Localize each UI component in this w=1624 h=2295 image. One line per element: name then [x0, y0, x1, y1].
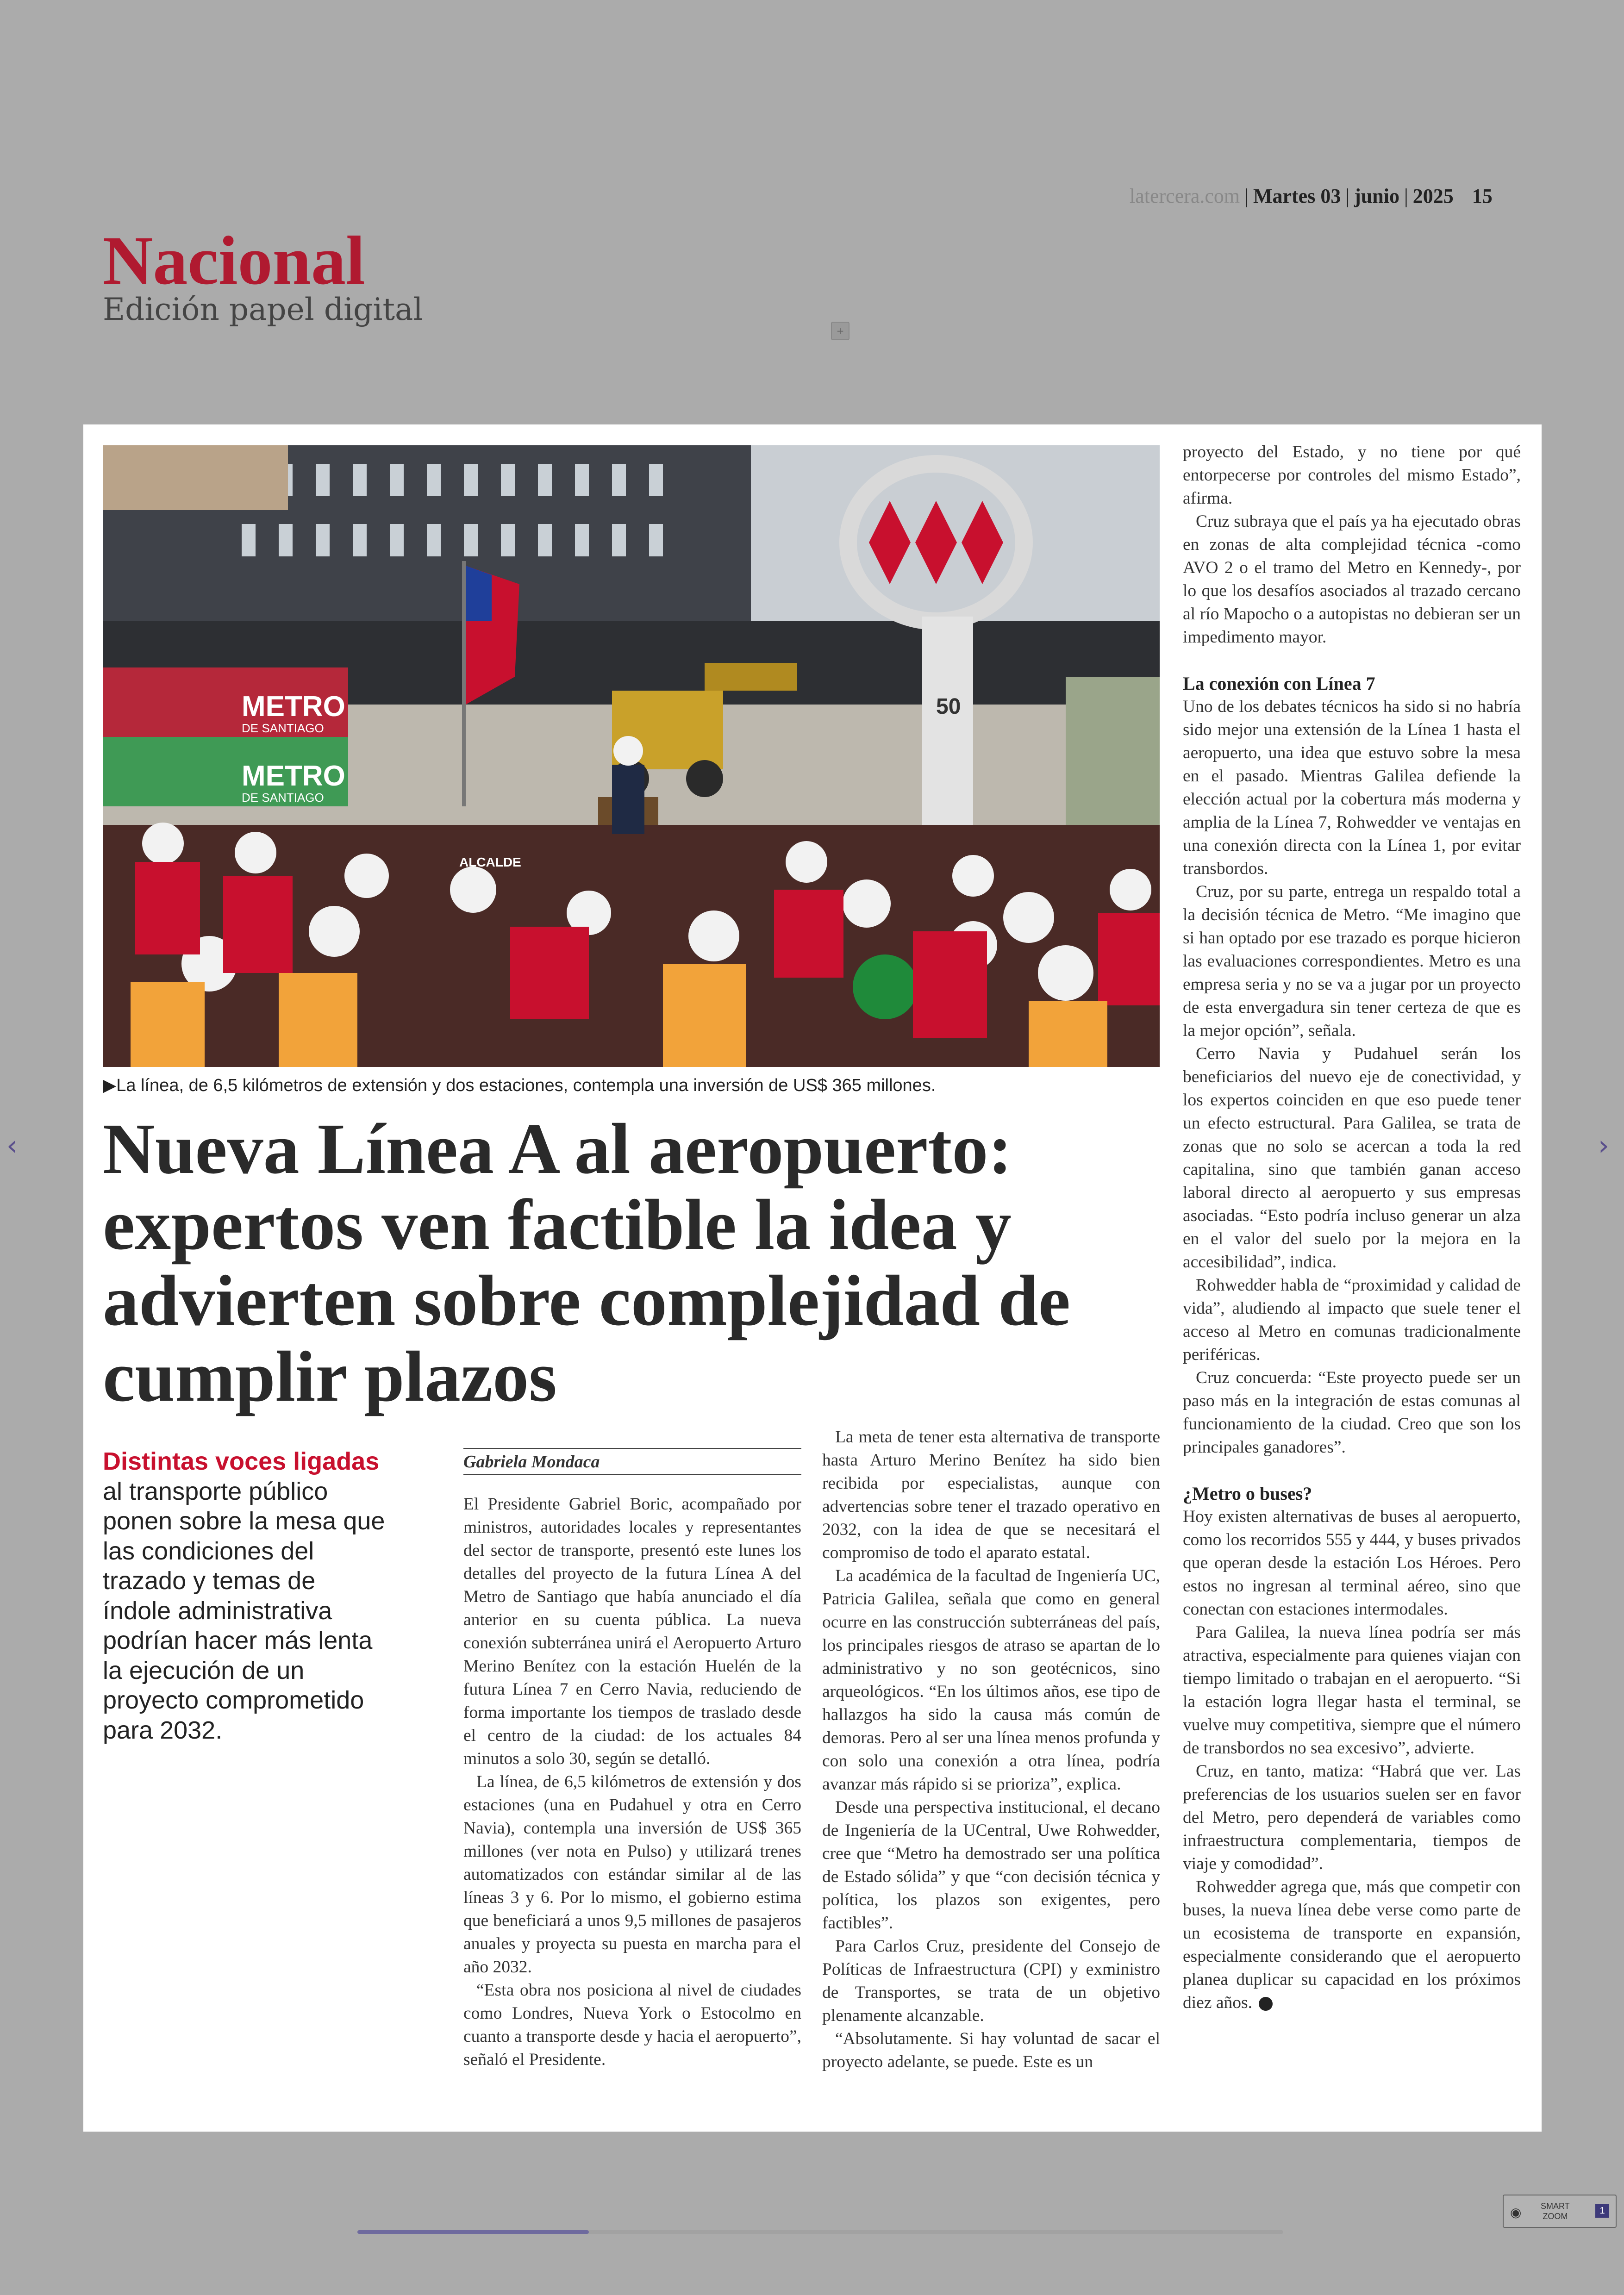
col2-paragraph: Desde una perspectiva institucional, el decano de Ingeniería de la UCentral, Uwe Rohwedder, cree que “Metro ha demostrado ser una política de Estado sólida” y que “con decisión técnica y política, los plazos son exigentes, pero factibles”. [822, 1798, 1160, 1933]
metro-banner-1-brand: METRO [242, 691, 345, 723]
subhead-metro-o-buses: ¿Metro o buses? [1183, 1483, 1312, 1504]
col3-paragraph: Cruz subraya que el país ya ha ejecutado obras en zonas de alta complejidad técnica -como AVO 2 o el tramo del Metro en Kennedy-, por lo que los desafíos asociados al trazado cercano al río Mapocho o a autopistas no debieran ser un impedimento mayor. [1183, 512, 1521, 647]
edition-subtitle: Edición papel digital [103, 292, 423, 327]
col3-paragraph: Rohwedder habla de “proximidad y calidad de vida”, aludiendo al impacto que suele tener el acceso al Metro en comunas tradicionalmente periféricas. [1183, 1276, 1521, 1364]
metro-banner-2-brand: METRO [242, 760, 345, 792]
article-column-2 [822, 1426, 1160, 2074]
col3-last-paragraph-text: Rohwedder agrega que, más que competir con buses, la nueva línea debe verse como parte de un ecosistema de transporte en expansión, especialmente considerando que el aeropuerto planea duplicar su capacidad en los próximos diez años. [1183, 1877, 1521, 2012]
metro-banner-1-sub: DE SANTIAGO [242, 721, 324, 735]
alcalde-vest-label: ALCALDE [459, 855, 521, 869]
kicker-lead: Distintas voces ligadas [103, 1447, 380, 1475]
col1-paragraph: El Presidente Gabriel Boric, acompañado por ministros, autoridades locales y representantes del sector de transporte, presentó este lunes los detalles del proyecto de la futura Línea A del Metro de Santiago que había anunciado el día anterior en su cuenta pública. La nueva conexión subterránea unirá el Aeropuerto Arturo Merino Benítez con la estación Huelén de la futura Línea 7 en Cerro Navia, reduciendo de forma importante los tiempos de traslado desde el centro de la ciudad: de los actuales 84 minutos a solo 30, según se detalló. [463, 1495, 801, 1768]
col3-paragraph: Uno de los debates técnicos ha sido si no habría sido mejor una extensión de la Línea 1 hasta el aeropuerto, una idea que estuvo sobre la mesa en el pasado. Mientras Galilea defiende la elección actual por la cobertura más moderna y amplia de la Línea 7, Rohwedder ve ventajas en una conexión directa con la Línea 1, por evitar transbordos. [1183, 697, 1521, 878]
col2-paragraph: La meta de tener esta alternativa de transporte hasta Arturo Merino Benítez ha sido bien recibida por especialistas, aunque con advertencias sobre tener el trazado operativo en 2032, con la idea de que se necesitará el compromiso de todo el aparato estatal. [822, 1428, 1160, 1562]
col3-paragraph: Cruz concuerda: “Este proyecto puede ser un paso más en la integración de estas comunas al funcionamiento de la ciudad. Creo que son los principales ganadores”. [1183, 1368, 1521, 1457]
col2-paragraph: Para Carlos Cruz, presidente del Consejo de Políticas de Infraestructura (CPI) y exministro de Transportes, se trata de un objetivo plenamente alcanzable. [822, 1937, 1160, 2025]
eye-icon: ◉ [1510, 2205, 1522, 2220]
previous-page-icon[interactable]: ‹ [6, 1129, 18, 1162]
col1-paragraph: “Esta obra nos posiciona al nivel de ciudades como Londres, Nueva York o Estocolmo en cuanto a transporte desde y hacia el aeropuerto”, señaló el Presidente. [463, 1981, 801, 2069]
article-kicker [103, 1447, 390, 1745]
date-year: 2025 [1412, 185, 1454, 207]
photo-caption: ▶La línea, de 6,5 kilómetros de extensión y dos estaciones, contempla una inversión de US$ 365 millones. [103, 1076, 936, 1095]
col1-paragraph: La línea, de 6,5 kilómetros de extensión y dos estaciones (una en Pudahuel y otra en Cerro Navia), contempla una inversión de US$ 365 millones (ver nota en Pulso) y utilizará trenes automatizados con estándar similar al de las líneas 3 y 6. Por lo mismo, el gobierno estima que beneficiará a unos 9,5 millones de pasajeros anuales y proyecta su puesta en marcha para el año 2032. [463, 1772, 801, 1977]
smart-zoom-button[interactable] [1503, 2195, 1617, 2228]
metro-banner-2-sub: DE SANTIAGO [242, 791, 324, 804]
article-byline: Gabriela Mondaca [463, 1448, 801, 1475]
article-headline: Nueva Línea A al aeropuerto: expertos ven factible la idea y advierten sobre complejidad de cumplir plazos [103, 1109, 1071, 1416]
smart-zoom-label: SMART ZOOM [1541, 2201, 1570, 2221]
kicker-rest: al transporte público ponen sobre la mesa que las condiciones del trazado y temas de índole administrativa podrían hacer más lenta la ejecución de un proyecto comprometido para 2032. [103, 1477, 385, 1744]
date-month: junio [1354, 185, 1399, 207]
col3-paragraph: Hoy existen alternativas de buses al aeropuerto, como los recorridos 555 y 444, y buses privados que operan desde la estación Los Héroes. Pero estos no ingresan al terminal aéreo, sino que conectan con estaciones intermodales. [1183, 1507, 1521, 1619]
col3-paragraph: Para Galilea, la nueva línea podría ser más atractiva, especialmente para quienes viajan con tiempo limitado o trabajan en el aeropuerto. “Si la estación logra llegar hasta el terminal, se vuelve muy competitiva, siempre que el número de transbordos no sea excesivo”, advierte. [1183, 1623, 1521, 1758]
smart-zoom-badge: 1 [1595, 2204, 1609, 2218]
page-center-marker[interactable]: + [831, 322, 849, 340]
section-title: Nacional [103, 222, 365, 299]
col3-paragraph: Cruz, en tanto, matiza: “Habrá que ver. Las preferencias de los usuarios suelen ser en favor del Metro, pero dependerá de variables como infraestructura complementaria, tiempos de viaje y comodidad”. [1183, 1762, 1521, 1873]
col3-paragraph: Cerro Navia y Pudahuel serán los beneficiarios del nuevo eje de conectividad, y los expertos coinciden en que eso puede tener un efecto estructural. Para Galilea, se trata de zonas que no solo se acercan a toda la red capitalina, sino que también ganan acceso laboral directo al aeropuerto y sus empresas asociadas. “Esto podría incluso generar un alza en el valor del suelo por la mejora en la accesibilidad”, indica. [1183, 1044, 1521, 1272]
article-column-1 [463, 1493, 801, 2071]
subhead-linea-7: La conexión con Línea 7 [1183, 673, 1375, 694]
end-of-article-icon [1259, 1997, 1273, 2011]
article-photo [103, 445, 1160, 1067]
site-name: latercera.com [1130, 185, 1240, 207]
next-page-icon[interactable]: › [1598, 1129, 1609, 1162]
pylon-anniversary-label: 50 [936, 694, 961, 719]
col3-paragraph: proyecto del Estado, y no tiene por qué entorpecerse por controles del mismo Estado”, afirma. [1183, 443, 1521, 508]
col3-paragraph [1183, 1876, 1521, 2014]
col3-paragraph: Cruz, por su parte, entrega un respaldo total a la decisión técnica de Metro. “Me imagino que si han optado por ese trazado es porque hicieron las evaluaciones correspondientes. Metro es una empresa seria y no se va a jugar por un proyecto de esta envergadura sin tener certeza de que es la mejor opción”, señala. [1183, 882, 1521, 1040]
page-number: 15 [1472, 185, 1493, 207]
page-header-meta: latercera.com | Martes 03 | junio | 2025 15 [1130, 185, 1493, 207]
article-column-3 [1183, 441, 1521, 2014]
date-day: Martes 03 [1253, 185, 1341, 207]
col2-paragraph: La académica de la facultad de Ingeniería UC, Patricia Galilea, señala que como en general ocurre en las construcción subterráneas del país, los principales riesgos de atraso se apartan de lo administrativo y no son geotécnicos, sino arqueológicos. “En los últimos años, ese tipo de hallazgos ha sido la causa más común de demoras. Pero al ser una línea menos profunda y con solo una conexión a otra línea, podría avanzar más rápido si se prioriza”, explica. [822, 1566, 1160, 1794]
page-progress-fill [357, 2230, 589, 2234]
ceremony-photo-illustration [103, 445, 1160, 1067]
col2-paragraph: “Absolutamente. Si hay voluntad de sacar el proyecto adelante, se puede. Este es un [822, 2029, 1160, 2071]
